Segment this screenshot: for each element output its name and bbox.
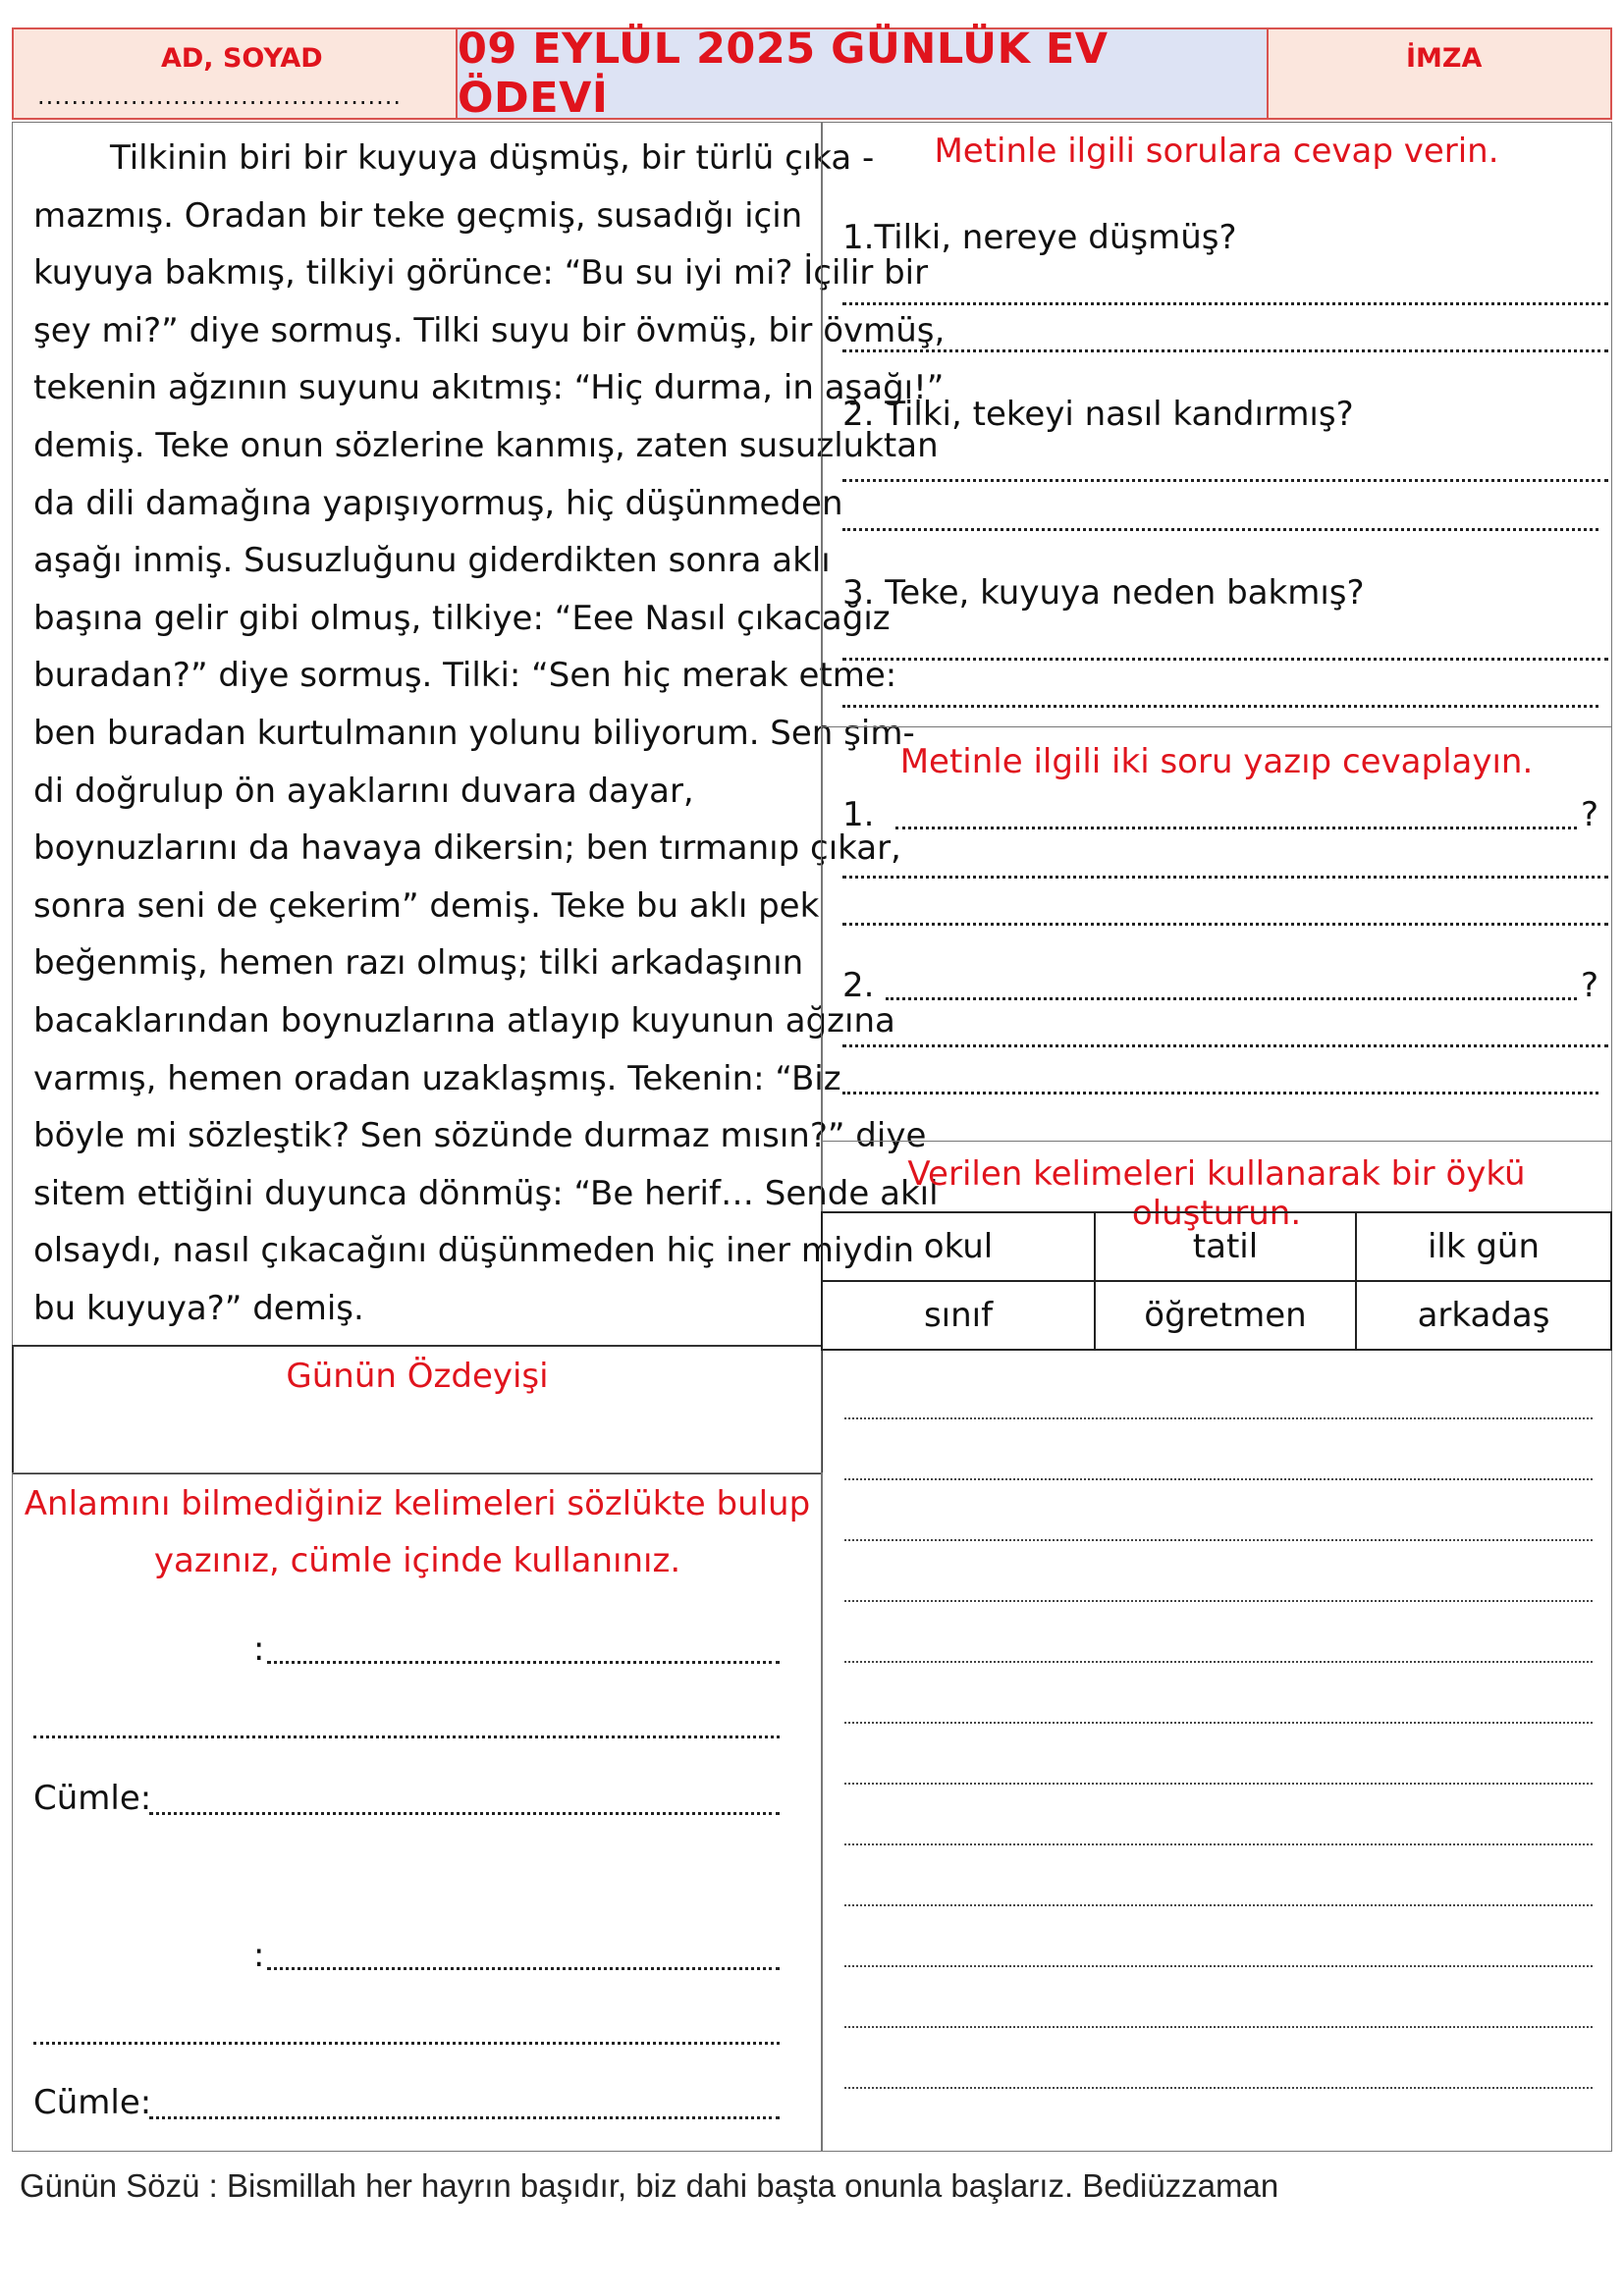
- meaning-line-2[interactable]: [33, 2042, 780, 2045]
- answer-line[interactable]: [842, 1044, 1608, 1047]
- question-mark-1: ?: [1581, 795, 1599, 834]
- vocab-title-line2: yazınız, cümle içinde kullanınız.: [153, 1541, 681, 1580]
- story-line: demiş. Teke onun sözlerine kanmış, zaten susuzluktan: [33, 425, 939, 465]
- story-line: böyle mi sözleştik? Sen sözünde durmaz mısın?” diye: [33, 1116, 927, 1156]
- questions-title: Metinle ilgili sorulara cevap verin.: [934, 132, 1499, 171]
- story-line: tekenin ağzının suyunu akıtmış: “Hiç durma, in aşağı!”: [33, 368, 945, 408]
- story-line: sitem ettiğini duyunca dönmüş: “Be herif… Sende akıl: [33, 1173, 939, 1213]
- story-line: şey mi?” diye sormuş. Tilki suyu bir övmüş, bir övmüş,: [33, 310, 946, 350]
- own-question-2-num: 2.: [842, 966, 875, 1005]
- story-writing-line[interactable]: [844, 1965, 1593, 1967]
- story-line: sonra seni de çekerim” demiş. Teke bu aklı pek: [33, 885, 820, 926]
- answer-line[interactable]: [842, 1092, 1598, 1095]
- answer-line[interactable]: [842, 302, 1608, 305]
- story-writing-line[interactable]: [844, 1661, 1593, 1663]
- question-mark-2: ?: [1581, 966, 1599, 1005]
- word-colon-2: :: [253, 1936, 265, 1975]
- sentence-line-1[interactable]: [149, 1812, 780, 1815]
- section-divider: [821, 1141, 1612, 1142]
- story-writing-line[interactable]: [844, 1843, 1593, 1845]
- vocab-title-line1: Anlamını bilmediğiniz kelimeleri sözlükte bulup: [24, 1484, 811, 1523]
- story-writing-line[interactable]: [844, 1539, 1593, 1541]
- title-box: [456, 25, 1269, 123]
- question-3: 3. Teke, kuyuya neden bakmış?: [842, 573, 1365, 613]
- word-row: [822, 1281, 1611, 1350]
- story-writing-line[interactable]: [844, 1600, 1593, 1602]
- question-2: 2. Tilki, tekeyi nasıl kandırmış?: [842, 395, 1354, 434]
- own-question-2-line[interactable]: [886, 997, 1577, 1000]
- story-line: varmış, hemen oradan uzaklaşmış. Tekenin: “Biz: [33, 1058, 841, 1098]
- answer-line[interactable]: [842, 349, 1608, 352]
- story-line: bacaklarından boynuzlarına atlayıp kuyunun ağzına: [33, 1000, 895, 1041]
- story-line: buradan?” diye sormuş. Tilki: “Sen hiç merak etme:: [33, 656, 897, 696]
- question-1: 1.Tilki, nereye düşmüş?: [842, 218, 1237, 257]
- own-question-1-num: 1.: [842, 795, 875, 834]
- word-cell: tatil: [1095, 1212, 1356, 1281]
- story-line: olsaydı, nasıl çıkacağını düşünmeden hiç iner miydin: [33, 1231, 915, 1271]
- word-cell: öğretmen: [1095, 1281, 1356, 1350]
- story-line: bu kuyuya?” demiş.: [33, 1288, 364, 1328]
- story-task-title: Verilen kelimeleri kullanarak bir öykü oluşturun.: [907, 1154, 1526, 1233]
- story-writing-line[interactable]: [844, 2026, 1593, 2028]
- name-label: AD, SOYAD: [161, 43, 323, 74]
- name-box: [12, 27, 458, 120]
- story-line: di doğrulup ön ayaklarını duvara dayar,: [33, 771, 694, 811]
- page-title: 09 EYLÜL 2025 GÜNLÜK EV ÖDEVİ: [458, 25, 1109, 123]
- answer-line[interactable]: [842, 876, 1608, 879]
- quote-title: Günün Özdeyişi: [286, 1357, 549, 1396]
- story-line: Tilkinin biri bir kuyuya düşmüş, bir türlü çıka -: [110, 138, 875, 178]
- answer-line[interactable]: [842, 705, 1598, 708]
- word-table: [821, 1211, 1612, 1351]
- word-line-1[interactable]: [267, 1661, 780, 1664]
- word-cell: sınıf: [822, 1281, 1095, 1350]
- word-line-2[interactable]: [267, 1967, 780, 1970]
- footer-quote: Günün Sözü : Bismillah her hayrın başıdır, biz dahi başta onunla başlarız. Bediüzzaman: [20, 2167, 1279, 2204]
- word-cell: ilk gün: [1356, 1212, 1611, 1281]
- sentence-line-2[interactable]: [149, 2116, 780, 2119]
- story-writing-line[interactable]: [844, 1904, 1593, 1906]
- story-writing-line[interactable]: [844, 1478, 1593, 1480]
- word-cell: arkadaş: [1356, 1281, 1611, 1350]
- story-line: aşağı inmiş. Susuzluğunu giderdikten sonra aklı: [33, 541, 831, 581]
- signature-label: İMZA: [1406, 43, 1483, 74]
- story-line: ben buradan kurtulmanın yolunu biliyorum. Sen şim-: [33, 713, 915, 753]
- meaning-line-1[interactable]: [33, 1735, 780, 1738]
- story-line: da dili damağına yapışıyormuş, hiç düşünmeden: [33, 483, 843, 523]
- word-row: [822, 1212, 1611, 1281]
- own-questions-title: Metinle ilgili iki soru yazıp cevaplayın.: [899, 742, 1534, 781]
- story-writing-line[interactable]: [844, 1783, 1593, 1785]
- answer-line[interactable]: [842, 528, 1598, 531]
- sentence-label-2: Cümle:: [33, 2083, 152, 2122]
- name-dots[interactable]: ...........................................: [37, 82, 403, 108]
- story-line: başına gelir gibi olmuş, tilkiye: “Eee Nasıl çıkacağız: [33, 598, 891, 638]
- story-line: kuyuya bakmış, tilkiyi görünce: “Bu su iyi mi? İçilir bir: [33, 253, 929, 294]
- answer-line[interactable]: [842, 923, 1608, 926]
- word-colon-1: :: [253, 1629, 265, 1669]
- signature-box[interactable]: [1267, 27, 1612, 120]
- own-question-1-line[interactable]: [895, 827, 1577, 829]
- story-text: [33, 130, 946, 1337]
- answer-line[interactable]: [842, 479, 1608, 482]
- story-writing-line[interactable]: [844, 2087, 1593, 2089]
- sentence-label-1: Cümle:: [33, 1779, 152, 1818]
- story-line: mazmış. Oradan bir teke geçmiş, susadığı için: [33, 195, 803, 236]
- section-divider: [821, 726, 1612, 727]
- word-cell: okul: [822, 1212, 1095, 1281]
- story-writing-line[interactable]: [844, 1722, 1593, 1724]
- story-writing-line[interactable]: [844, 1417, 1593, 1419]
- story-line: boynuzlarını da havaya dikersin; ben tırmanıp çıkar,: [33, 828, 901, 869]
- story-line: beğenmiş, hemen razı olmuş; tilki arkadaşının: [33, 943, 804, 984]
- answer-line[interactable]: [842, 658, 1608, 661]
